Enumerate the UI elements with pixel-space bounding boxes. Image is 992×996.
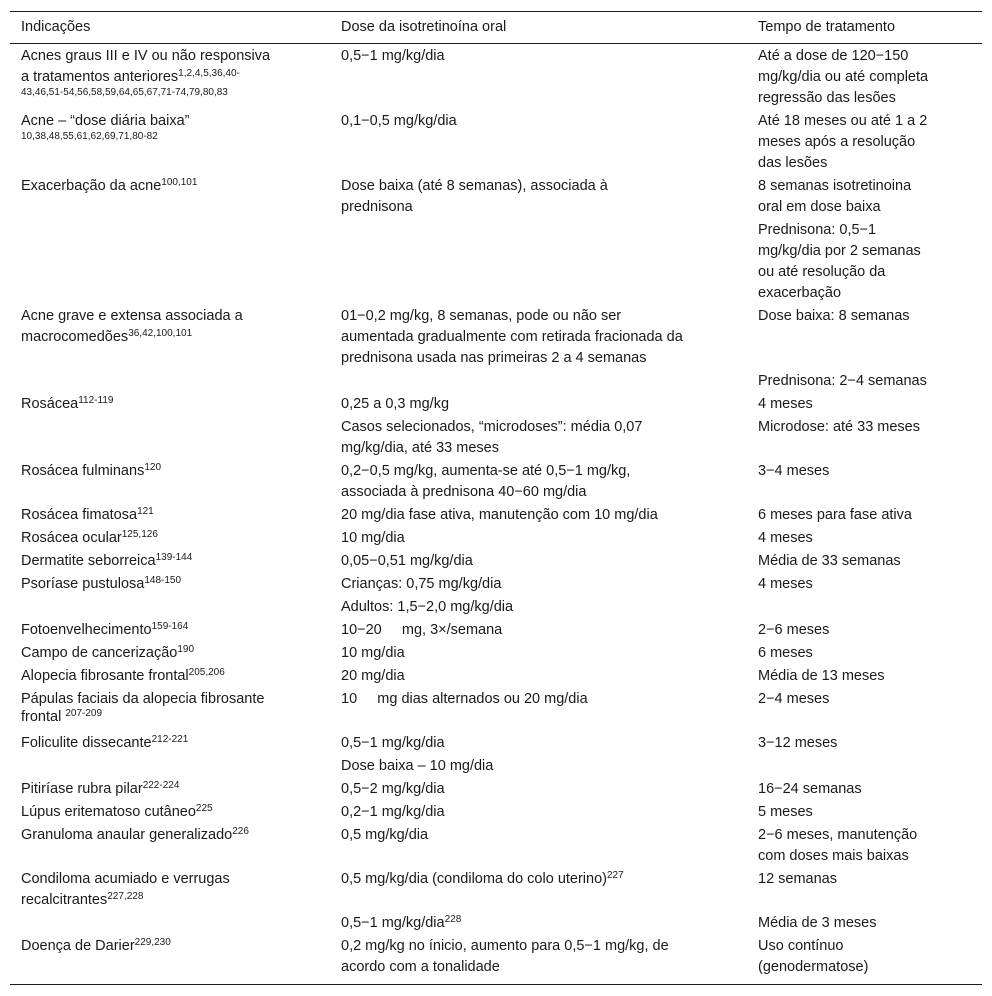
dose-cell: aumentada gradualmente com retirada fracionada da (341, 329, 683, 345)
dose-cell: Adultos: 1,5−2,0 mg/kg/dia (341, 599, 514, 615)
dose-cell: 0,2 mg/kg no ínicio, aumento para 0,5−1 mg/kg, de (341, 938, 669, 954)
dose-cell: 0,25 a 0,3 mg/kg (341, 396, 450, 412)
dose-cell: associada à prednisona 40−60 mg/dia (341, 484, 587, 500)
duration-cell: 12 semanas (758, 871, 837, 887)
indication-cell: a tratamentos anteriores$^{1,2,4,5,36,40-}$ (21, 68, 240, 85)
dose-cell: acordo com a tonalidade (341, 959, 500, 975)
dose-cell: 0,5−2 mg/kg/dia (341, 781, 445, 797)
duration-cell: 4 meses (758, 396, 813, 412)
indication-cell: Rosácea fimatosa$^{121}$ (21, 506, 154, 523)
dose-cell: 10−20 mg, 3×/semana (341, 622, 503, 638)
reference-superscript: 148-150 (144, 575, 182, 586)
reference-superscript: 125,126 (121, 529, 158, 540)
duration-cell: (genodermatose) (758, 959, 869, 975)
duration-cell: Dose baixa: 8 semanas (758, 308, 910, 324)
duration-cell: das lesões (758, 155, 828, 171)
dose-cell: 20 mg/dia (341, 668, 405, 684)
column-header-indications: Indicações (21, 19, 91, 35)
duration-cell: oral em dose baixa (758, 199, 881, 215)
reference-superscript: 120 (144, 462, 162, 473)
dose-cell: 0,5−1 mg/kg/dia$^{228}$ (341, 914, 462, 931)
indication-cell: Foliculite dissecante$^{212-221}$ (21, 734, 189, 751)
indication-cell: Pitiríase rubra pilar$^{222-224}$ (21, 780, 180, 797)
duration-cell: 3−12 meses (758, 735, 838, 751)
dose-cell: 0,2−0,5 mg/kg, aumenta-se até 0,5−1 mg/kg, (341, 463, 631, 479)
reference-superscript: 100,101 (161, 177, 198, 188)
dose-cell: 0,5−1 mg/kg/dia (341, 48, 445, 64)
duration-cell: 5 meses (758, 804, 813, 820)
duration-cell: com doses mais baixas (758, 848, 909, 864)
indication-cell: Exacerbação da acne$^{100,101}$ (21, 177, 198, 194)
indication-cell: macrocomedões$^{36,42,100,101}$ (21, 328, 193, 345)
indication-cell: recalcitrantes$^{227,228}$ (21, 891, 144, 908)
duration-cell: mg/kg/dia por 2 semanas (758, 243, 921, 259)
reference-superscript: 222-224 (142, 780, 180, 791)
duration-cell: mg/kg/dia ou até completa (758, 69, 929, 85)
reference-superscript: 207-209 (65, 708, 103, 719)
indication-cell: Campo de cancerização$^{190}$ (21, 644, 195, 661)
duration-cell: Média de 3 meses (758, 915, 877, 931)
indication-cell: Alopecia fibrosante frontal$^{205,206}$ (21, 667, 225, 684)
reference-superscript: 225 (195, 803, 213, 814)
duration-cell: 3−4 meses (758, 463, 830, 479)
duration-cell: Prednisona: 2−4 semanas (758, 373, 927, 389)
duration-cell: exacerbação (758, 285, 842, 301)
dose-cell: 10 mg/dia (341, 530, 405, 546)
reference-superscript: 36,42,100,101 (128, 328, 193, 339)
dose-cell: Dose baixa (até 8 semanas), associada à (341, 178, 608, 194)
indication-cell: Fotoenvelhecimento$^{159-164}$ (21, 621, 189, 638)
reference-line: 10,38,48,55,61,62,69,71,80-82 (21, 131, 158, 142)
duration-cell: 2−6 meses (758, 622, 830, 638)
dose-cell: Dose baixa – 10 mg/dia (341, 758, 494, 774)
dose-cell: 0,2−1 mg/kg/dia (341, 804, 445, 820)
dose-cell: prednisona (341, 199, 413, 215)
indication-cell: Condiloma acumiado e verrugas (21, 871, 230, 887)
duration-cell: Média de 33 semanas (758, 553, 901, 569)
reference-superscript: 121 (137, 506, 154, 517)
duration-cell: ou até resolução da (758, 264, 886, 280)
dose-cell: 0,05−0,51 mg/kg/dia (341, 553, 473, 569)
duration-cell: Prednisona: 0,5−1 (758, 222, 877, 238)
indication-cell: Granuloma anaular generalizado$^{226}$ (21, 826, 249, 843)
reference-superscript: 226 (232, 826, 249, 837)
column-header-duration: Tempo de tratamento (758, 19, 896, 35)
dose-cell: Casos selecionados, “microdoses”: média 0,07 (341, 419, 643, 435)
indication-cell: Acnes graus III e IV ou não responsiva (21, 48, 271, 64)
indication-cell: Lúpus eritematoso cutâneo$^{225}$ (21, 803, 213, 820)
dose-cell: prednisona usada nas primeiras 2 a 4 semanas (341, 350, 647, 366)
dose-cell: 0,5−1 mg/kg/dia (341, 735, 445, 751)
duration-cell: 2−4 meses (758, 691, 830, 707)
reference-superscript: 227 (606, 870, 624, 881)
dose-cell: 0,5 mg/kg/dia (341, 827, 429, 843)
dose-cell: 0,1−0,5 mg/kg/dia (341, 113, 457, 129)
reference-superscript: 228 (444, 914, 462, 925)
dose-cell: mg/kg/dia, até 33 meses (341, 440, 499, 456)
duration-cell: 4 meses (758, 576, 813, 592)
reference-superscript: 159-164 (151, 621, 189, 632)
reference-superscript: 112-119 (78, 395, 114, 406)
dose-cell: 01−0,2 mg/kg, 8 semanas, pode ou não ser (341, 308, 622, 324)
reference-superscript: 205,206 (188, 667, 225, 678)
duration-cell: 16−24 semanas (758, 781, 862, 797)
dose-cell: 10 mg/dia (341, 645, 405, 661)
reference-superscript: 1,2,4,5,36,40- (178, 68, 240, 79)
reference-superscript: 190 (177, 644, 195, 655)
dose-cell: Crianças: 0,75 mg/kg/dia (341, 576, 502, 592)
indication-cell: Acne grave e extensa associada a (21, 308, 243, 324)
indication-cell: Doença de Darier$^{229,230}$ (21, 937, 171, 954)
duration-cell: 2−6 meses, manutenção (758, 827, 918, 843)
indication-cell: Rosácea$^{112-119}$ (21, 395, 114, 412)
reference-superscript: 227,228 (107, 891, 144, 902)
duration-cell: Uso contínuo (758, 938, 844, 954)
duration-cell: Até 18 meses ou até 1 a 2 (758, 113, 928, 129)
column-header-dose: Dose da isotretinoína oral (341, 19, 507, 35)
table-bottom-rule (10, 984, 982, 985)
reference-line: 43,46,51-54,56,58,59,64,65,67,71-74,79,80,83 (21, 87, 228, 98)
duration-cell: Até a dose de 120−150 (758, 48, 909, 64)
indication-cell: Rosácea fulminans$^{120}$ (21, 462, 162, 479)
reference-superscript: 229,230 (134, 937, 171, 948)
header-rule (10, 43, 982, 44)
indication-cell: Dermatite seborreica$^{139-144}$ (21, 552, 193, 569)
dose-cell: 20 mg/dia fase ativa, manutenção com 10 mg/dia (341, 507, 658, 523)
duration-cell: Média de 13 meses (758, 668, 885, 684)
indication-cell: Psoríase pustulosa$^{148-150}$ (21, 575, 182, 592)
indication-cell: Rosácea ocular$^{125,126}$ (21, 529, 158, 546)
reference-superscript: 139-144 (155, 552, 193, 563)
duration-cell: 4 meses (758, 530, 813, 546)
duration-cell: regressão das lesões (758, 90, 896, 106)
dose-cell: 10 mg dias alternados ou 20 mg/dia (341, 691, 588, 707)
duration-cell: 6 meses (758, 645, 813, 661)
indication-cell: Acne – “dose diária baixa” (21, 113, 190, 129)
indication-cell: Pápulas faciais da alopecia fibrosante (21, 691, 265, 707)
indication-cell: frontal $^{207-209}$ (21, 708, 103, 725)
reference-superscript: 212-221 (151, 734, 189, 745)
duration-cell: 6 meses para fase ativa (758, 507, 912, 523)
table-top-rule (10, 11, 982, 12)
duration-cell: Microdose: até 33 meses (758, 419, 920, 435)
dose-cell: 0,5 mg/kg/dia (condiloma do colo uterino)$^{227}$ (341, 870, 624, 887)
duration-cell: meses após a resolução (758, 134, 916, 150)
duration-cell: 8 semanas isotretinoina (758, 178, 912, 194)
